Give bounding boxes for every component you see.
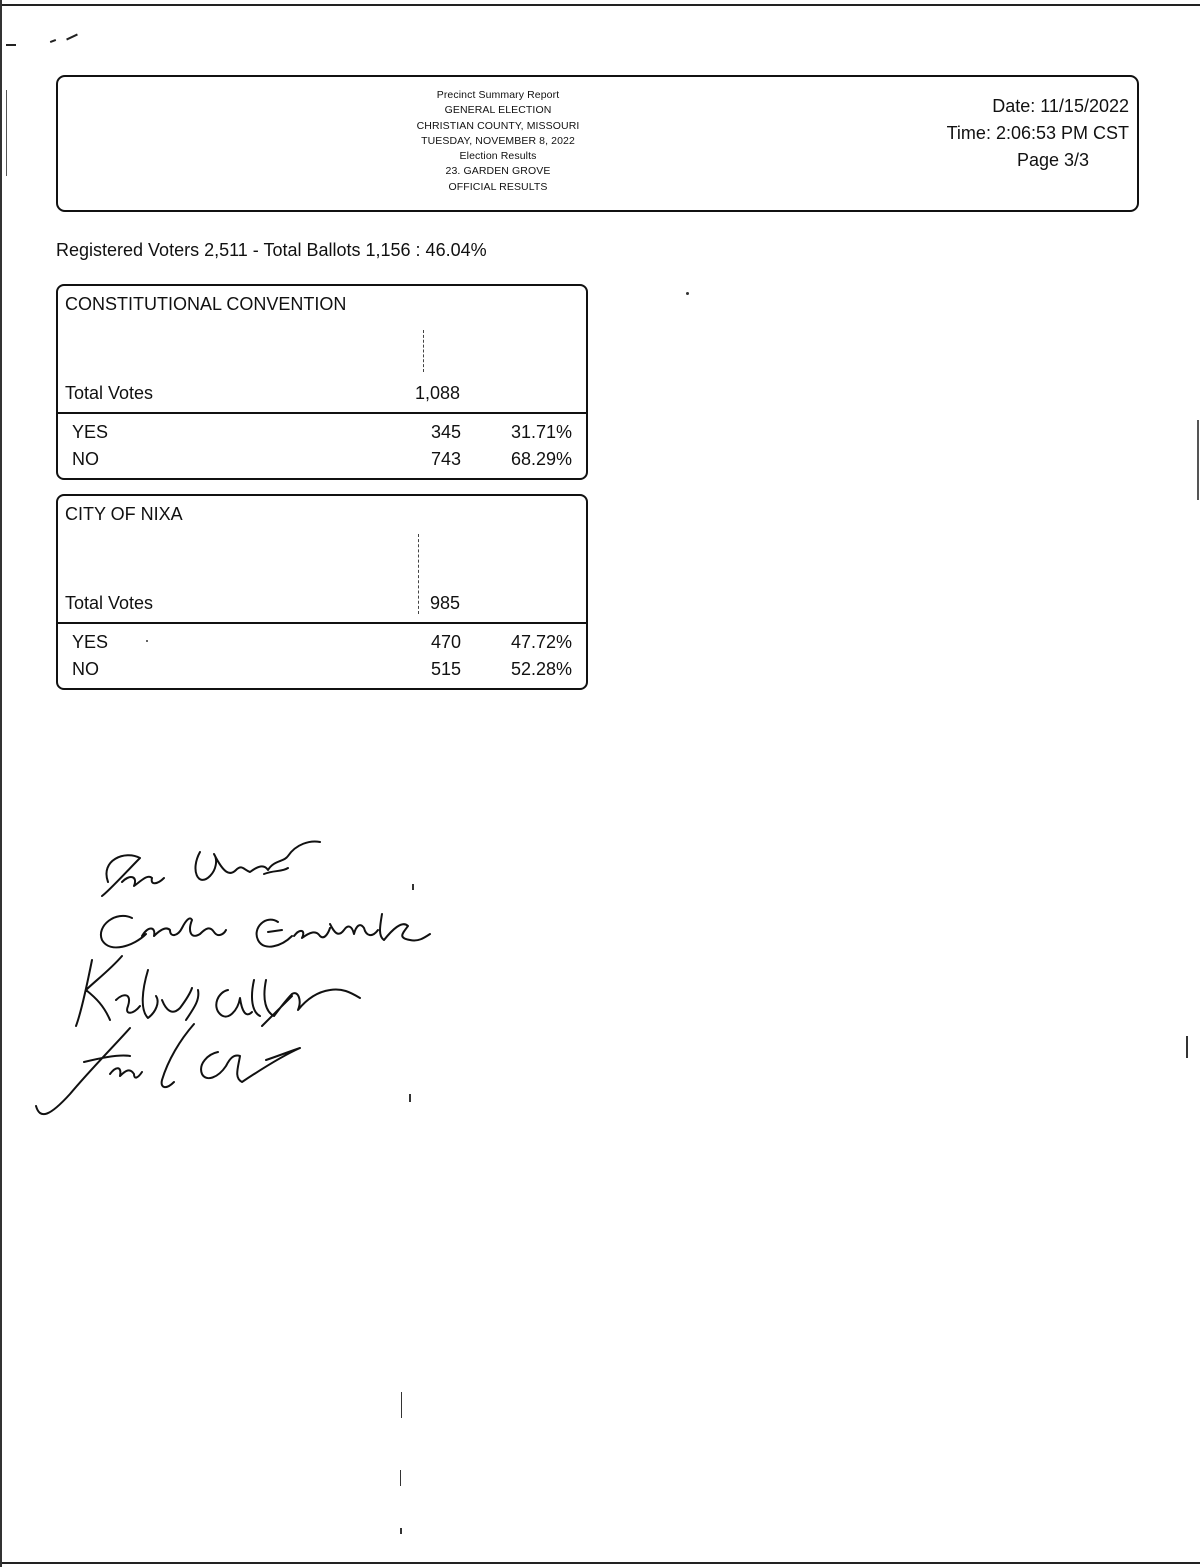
- scan-speck: [50, 39, 56, 43]
- scan-speck: [401, 1392, 402, 1418]
- scan-speck: [146, 640, 148, 642]
- choice-name: NO: [72, 659, 99, 679]
- contest-constitutional-convention: [56, 284, 588, 480]
- report-heading-block: [358, 88, 638, 195]
- contest-title: CITY OF NIXA: [65, 504, 183, 524]
- choice-row: [72, 422, 572, 448]
- total-votes-value: 985: [429, 593, 460, 613]
- scan-speck: [686, 292, 689, 295]
- signature-1: [102, 842, 320, 896]
- choice-row: [72, 659, 572, 685]
- report-meta: [869, 93, 1129, 174]
- signatures-image: [30, 830, 450, 1120]
- choice-percent: 52.28%: [510, 659, 572, 679]
- report-title: Precinct Summary Report: [436, 89, 560, 101]
- divider: [58, 412, 586, 414]
- contest-title: CONSTITUTIONAL CONVENTION: [65, 294, 347, 314]
- scan-tick: [418, 534, 419, 614]
- scan-speck: [66, 34, 78, 41]
- scan-tick: [423, 330, 424, 372]
- scan-speck: [400, 1470, 401, 1486]
- report-date: Date: 11/15/2022: [992, 96, 1129, 116]
- page-number: Page 3/3: [1016, 150, 1089, 170]
- choice-votes: 515: [430, 659, 461, 679]
- choice-name: YES: [72, 422, 109, 442]
- jurisdiction: CHRISTIAN COUNTY, MISSOURI: [416, 119, 580, 132]
- signature-block: [30, 830, 450, 1120]
- contest-city-of-nixa: [56, 494, 588, 690]
- choice-votes: 470: [430, 632, 461, 652]
- choice-percent: 47.72%: [510, 632, 572, 652]
- scan-edge-left: [0, 0, 2, 1567]
- scan-speck: [409, 1094, 411, 1102]
- signature-2: [101, 914, 430, 947]
- choice-row: [72, 632, 572, 658]
- scan-speck: [6, 44, 16, 46]
- scan-speck: [412, 884, 414, 890]
- report-time: Time: 2:06:53 PM CST: [946, 123, 1129, 143]
- election-date: TUESDAY, NOVEMBER 8, 2022: [421, 134, 575, 147]
- scan-edge-top: [0, 4, 1200, 6]
- registered-voters-summary: Registered Voters 2,511 - Total Ballots 1,156 : 46.04%: [56, 240, 487, 260]
- choice-votes: 743: [430, 449, 461, 469]
- scan-edge-bottom: [0, 1562, 1200, 1564]
- total-votes-label: Total Votes: [65, 593, 154, 613]
- election-name: GENERAL ELECTION: [444, 104, 552, 117]
- precinct-name: 23. GARDEN GROVE: [445, 165, 551, 178]
- choice-percent: 68.29%: [510, 449, 572, 469]
- report-type: Election Results: [459, 150, 537, 163]
- divider: [58, 622, 586, 624]
- choice-row: [72, 449, 572, 475]
- total-votes-value: 1,088: [414, 383, 460, 403]
- signature-4: [36, 1024, 300, 1114]
- total-votes-label: Total Votes: [65, 383, 154, 403]
- results-status: OFFICIAL RESULTS: [448, 180, 548, 193]
- scan-mark-left: [6, 90, 9, 176]
- choice-percent: 31.71%: [510, 422, 572, 442]
- scan-mark-right: [1186, 1036, 1188, 1058]
- choice-votes: 345: [430, 422, 461, 442]
- scan-edge-right: [1197, 420, 1199, 500]
- signature-3: [76, 956, 360, 1026]
- choice-name: NO: [72, 449, 99, 469]
- scan-speck: [400, 1528, 402, 1534]
- choice-name: YES: [72, 632, 109, 652]
- report-header: [56, 75, 1139, 212]
